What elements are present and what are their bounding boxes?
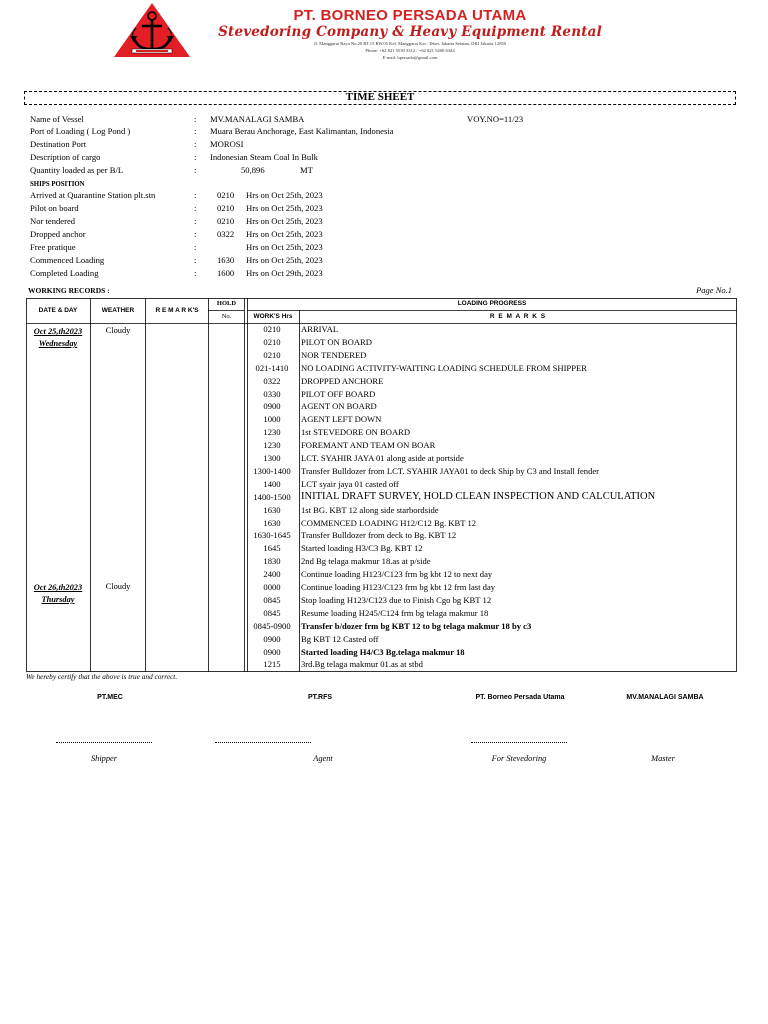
colon: : bbox=[194, 255, 197, 265]
pol-value: Muara Berau Anchorage, East Kalimantan, Indonesia bbox=[210, 126, 394, 136]
remark: PILOT ON BOARD bbox=[301, 336, 372, 347]
col-works-header: WORK'S Hrs bbox=[253, 313, 293, 320]
position-time: 0322 bbox=[217, 229, 235, 239]
table-row bbox=[26, 530, 737, 543]
remark: AGENT LEFT DOWN bbox=[301, 414, 382, 425]
pol-label: Port of Loading ( Log Pond ) bbox=[30, 126, 131, 136]
signatory-org: MV.MANALAGI SAMBA bbox=[626, 694, 704, 701]
dest-value: MOROSI bbox=[210, 139, 244, 149]
works-hrs: 0845 bbox=[263, 594, 281, 605]
dest-label: Destination Port bbox=[30, 139, 87, 149]
cargo-value: Indonesian Steam Coal In Bulk bbox=[210, 152, 318, 162]
loading-progress-header: LOADING PROGRESS bbox=[457, 300, 527, 307]
company-logo-icon bbox=[112, 2, 192, 58]
col-hold-header: HOLD bbox=[216, 300, 237, 307]
company-block bbox=[200, 7, 620, 61]
colon: : bbox=[194, 152, 197, 162]
company-address: Jl. Manggarai Raya No.20 RT.15 RW.05 Kel. Manggarai Kec. Tebet, Jakarta Selatan, DKI Jakarta 12850 bbox=[313, 41, 507, 46]
table-row bbox=[26, 595, 737, 608]
position-time: 1600 bbox=[217, 268, 235, 278]
company-name: PT. BORNEO PERSADA UTAMA bbox=[293, 7, 527, 24]
works-hrs: 1400-1500 bbox=[253, 491, 291, 502]
table-row bbox=[26, 453, 737, 466]
remark: Started loading H4/C3 Bg.telaga makmur 18 bbox=[301, 646, 465, 657]
remark: AGENT ON BOARD bbox=[301, 401, 377, 412]
day-name: Wednesday bbox=[38, 339, 78, 348]
works-hrs: 0900 bbox=[263, 401, 281, 412]
remark: NO LOADING ACTIVITY-WAITING LOADING SCHEDULE FROM SHIPPER bbox=[301, 362, 587, 373]
works-hrs: 1630-1645 bbox=[253, 530, 291, 541]
vessel-name-label: Name of Vessel bbox=[30, 114, 84, 124]
colon: : bbox=[194, 165, 197, 175]
certification-statement: We hereby certify that the above is true and correct. bbox=[26, 672, 178, 681]
remark: Bg KBT 12 Casted off bbox=[301, 633, 379, 644]
company-contact: Phone: +62 821 5530 3312 / +62 821 5400 6344 bbox=[365, 48, 455, 53]
works-hrs: 0330 bbox=[263, 388, 281, 399]
works-hrs: 0900 bbox=[263, 646, 281, 657]
table-row bbox=[26, 389, 737, 402]
colon: : bbox=[194, 216, 197, 226]
position-date: Hrs on Oct 25th, 2023 bbox=[246, 190, 323, 200]
table-row bbox=[26, 647, 737, 660]
works-hrs: 021-1410 bbox=[255, 362, 289, 373]
works-hrs: 1230 bbox=[263, 427, 281, 438]
signature-line bbox=[56, 742, 152, 743]
works-hrs: 0900 bbox=[263, 633, 281, 644]
position-time: 0210 bbox=[217, 203, 235, 213]
position-date: Hrs on Oct 25th, 2023 bbox=[246, 203, 323, 213]
signatory-role: Master bbox=[651, 754, 675, 763]
table-row bbox=[26, 569, 737, 582]
remark: Started loading H3/C3 Bg. KBT 12 bbox=[301, 543, 423, 554]
colon: : bbox=[194, 229, 197, 239]
table-row bbox=[26, 556, 737, 569]
position-label: Commenced Loading bbox=[30, 255, 105, 265]
works-hrs: 1230 bbox=[263, 440, 281, 451]
remark: Stop loading H123/C123 due to Finish Cgo bg KBT 12 bbox=[301, 594, 492, 605]
works-hrs: 1630 bbox=[263, 504, 281, 515]
table-row bbox=[26, 363, 737, 376]
signatory-role: For Stevedoring bbox=[491, 754, 547, 763]
works-hrs: 1630 bbox=[263, 517, 281, 528]
colon: : bbox=[194, 126, 197, 136]
remark: LCT syair jaya 01 casted off bbox=[301, 478, 399, 489]
works-hrs: 1000 bbox=[263, 414, 281, 425]
position-time: 1630 bbox=[217, 255, 235, 265]
vessel-name-value: MV.MANALAGI SAMBA bbox=[210, 114, 305, 124]
table-row bbox=[26, 634, 737, 647]
colon: : bbox=[194, 268, 197, 278]
remark: DROPPED ANCHORE bbox=[301, 375, 384, 386]
position-date: Hrs on Oct 25th, 2023 bbox=[246, 229, 323, 239]
table-row bbox=[26, 337, 737, 350]
position-date: Hrs on Oct 25th, 2023 bbox=[246, 255, 323, 265]
table-row bbox=[26, 440, 737, 453]
day-name: Thursday bbox=[41, 595, 75, 604]
day-date: Oct 26,th2023 bbox=[33, 583, 83, 592]
page-number: Page No.1 bbox=[696, 285, 732, 295]
signature-line bbox=[471, 742, 567, 743]
signatory-org: PT. Borneo Persada Utama bbox=[475, 694, 565, 701]
works-hrs: 1300 bbox=[263, 453, 281, 463]
cargo-label: Description of cargo bbox=[30, 152, 101, 162]
remark: 2nd Bg telaga makmur 18.as at p/side bbox=[301, 556, 431, 567]
table-row bbox=[26, 376, 737, 389]
remark: INITIAL DRAFT SURVEY, HOLD CLEAN INSPECTION AND CALCULATION bbox=[301, 490, 656, 502]
position-date: Hrs on Oct 25th, 2023 bbox=[246, 242, 323, 252]
position-label: Free pratique bbox=[30, 242, 76, 252]
table-row bbox=[26, 427, 737, 440]
table-row bbox=[26, 582, 737, 595]
remark: Continue loading H123/C123 frm bg kbt 12 frm last day bbox=[301, 582, 496, 592]
remark: LCT. SYAHIR JAYA 01 along aside at portside bbox=[301, 453, 464, 463]
table-row bbox=[26, 518, 737, 531]
position-time: 0210 bbox=[217, 216, 235, 226]
table-row bbox=[26, 608, 737, 621]
qty-unit: MT bbox=[300, 165, 313, 175]
remark: NOR TENDERED bbox=[301, 349, 367, 360]
col-weather-header: WEATHER bbox=[101, 307, 135, 314]
remark: Transfer Bulldozer from LCT. SYAHIR JAYA01 to deck Ship by C3 and Install fender bbox=[301, 465, 600, 476]
table-row bbox=[26, 659, 737, 672]
works-hrs: 1400 bbox=[263, 478, 281, 489]
works-hrs: 0210 bbox=[263, 336, 281, 347]
position-date: Hrs on Oct 29th, 2023 bbox=[246, 268, 323, 278]
weather-cell: Cloudy bbox=[105, 326, 131, 335]
remark: Transfer b/dozer frm bg KBT 12 to bg telaga makmur 18 by c3 bbox=[301, 620, 532, 631]
title-box bbox=[24, 91, 736, 105]
signatory-org: PT.RFS bbox=[307, 694, 333, 701]
signatory-org: PT.MEC bbox=[97, 694, 123, 701]
works-hrs: 0210 bbox=[263, 324, 281, 334]
remark: Resume loading H245/C124 frm bg telaga makmur 18 bbox=[301, 607, 489, 618]
working-records-label: WORKING RECORDS : bbox=[28, 286, 110, 295]
table-row bbox=[26, 543, 737, 556]
works-hrs: 1830 bbox=[263, 556, 281, 567]
colon: : bbox=[194, 203, 197, 213]
works-hrs: 0845-0900 bbox=[253, 620, 291, 631]
works-hrs: 1215 bbox=[263, 659, 281, 670]
colon: : bbox=[194, 114, 197, 124]
day-date: Oct 25,th2023 bbox=[33, 327, 83, 336]
works-hrs: 0000 bbox=[263, 582, 281, 592]
position-label: Completed Loading bbox=[30, 268, 99, 278]
colon: : bbox=[194, 139, 197, 149]
voyage-number: VOY.NO=11/23 bbox=[467, 114, 524, 124]
signature-line bbox=[215, 742, 311, 743]
weather-cell: Cloudy bbox=[105, 582, 131, 591]
position-label: Pilot on board bbox=[30, 203, 79, 213]
position-label: Nor tendered bbox=[30, 216, 76, 226]
works-hrs: 0322 bbox=[263, 375, 281, 386]
position-label: Dropped anchor bbox=[30, 229, 86, 239]
table-row bbox=[26, 414, 737, 427]
remark: ARRIVAL bbox=[301, 324, 339, 334]
col-date-header: DATE & DAY bbox=[38, 307, 78, 314]
works-hrs: 0845 bbox=[263, 607, 281, 618]
remark: Transfer Bulldozer from deck to Bg. KBT 12 bbox=[301, 530, 457, 541]
company-email: E-mail: bpersada@gmail.com bbox=[382, 55, 438, 60]
remark: PILOT OFF BOARD bbox=[301, 388, 376, 399]
qty-value: 50,896 bbox=[241, 165, 265, 175]
col-remarks2-header: R E M A R K S bbox=[489, 313, 547, 320]
colon: : bbox=[194, 242, 197, 252]
letterhead bbox=[112, 2, 632, 58]
table-row bbox=[26, 324, 737, 337]
position-date: Hrs on Oct 25th, 2023 bbox=[246, 216, 323, 226]
table-row bbox=[26, 401, 737, 414]
signatory-role: Agent bbox=[313, 754, 333, 763]
remark: 1st STEVEDORE ON BOARD bbox=[301, 427, 411, 438]
position-time: 0210 bbox=[217, 190, 235, 200]
table-row bbox=[26, 466, 737, 479]
works-hrs: 1300-1400 bbox=[253, 465, 291, 476]
works-hrs: 2400 bbox=[263, 569, 281, 580]
company-tagline: Stevedoring Company & Heavy Equipment Rental bbox=[218, 24, 602, 40]
works-hrs: 1645 bbox=[263, 543, 281, 554]
signatory-role: Shipper bbox=[90, 754, 118, 763]
qty-label: Quantity loaded as per B/L bbox=[30, 165, 124, 175]
ships-position-heading: SHIPS POSITION bbox=[30, 181, 85, 188]
col-remarks-header: R E M A R K'S bbox=[155, 307, 199, 314]
remark: Continue loading H123/C123 frm bg kbt 12 to next day bbox=[301, 569, 493, 580]
working-records-table bbox=[26, 298, 737, 672]
works-hrs: 0210 bbox=[263, 349, 281, 360]
remark: COMMENCED LOADING H12/C12 Bg. KBT 12 bbox=[301, 517, 477, 528]
col-hold-no-header: No. bbox=[221, 313, 232, 320]
table-row bbox=[26, 621, 737, 634]
colon: : bbox=[194, 190, 197, 200]
position-label: Arrived at Quarantine Station plt.stn bbox=[30, 190, 156, 200]
remark: 1st BG. KBT 12 along side starbordside bbox=[301, 504, 439, 515]
document-title: TIME SHEET bbox=[345, 91, 415, 103]
remark: FOREMANT AND TEAM ON BOAR bbox=[301, 440, 436, 451]
table-row bbox=[26, 350, 737, 363]
table-row bbox=[26, 505, 737, 518]
table-row bbox=[26, 492, 737, 505]
remark: 3rd.Bg telaga makmur 01.as at stbd bbox=[301, 659, 423, 670]
